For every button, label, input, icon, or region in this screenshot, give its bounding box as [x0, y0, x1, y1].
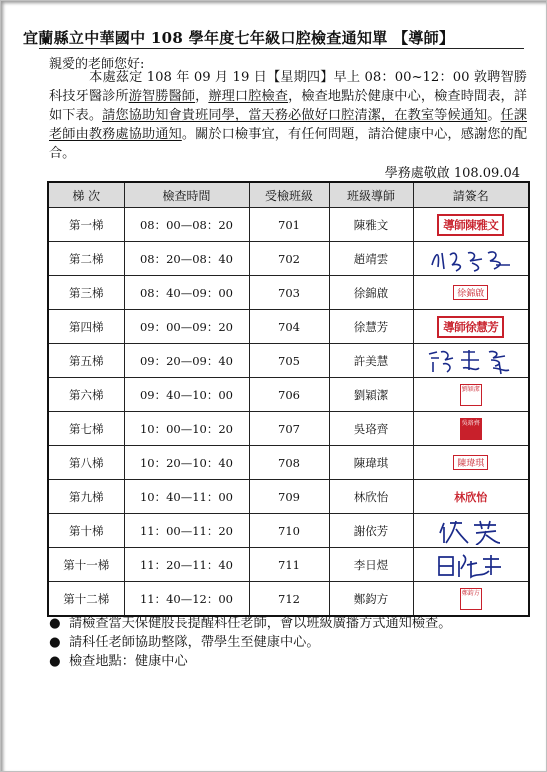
list-item [49, 652, 527, 671]
order-cell: 第二梯 [48, 242, 124, 276]
notice-body [49, 68, 527, 163]
signature-stamp: 林欣怡 [454, 490, 488, 504]
signature-stamp: 陳瑋琪 [453, 455, 488, 470]
list-item [49, 614, 527, 633]
handwritten-signature [433, 551, 509, 579]
time-cell: 08：40—09：00 [124, 276, 249, 310]
table-row [48, 514, 529, 548]
notice-text-2: ，檢查地點於健康中心，檢查時間表，詳如下表。 [49, 89, 528, 123]
handwritten-signature [426, 245, 516, 273]
order-cell: 第九梯 [48, 480, 124, 514]
teacher-cell: 林欣怡 [329, 480, 413, 514]
handwritten-signature [423, 346, 519, 376]
notice-period: 。 [487, 108, 501, 123]
signature-stamp: 吳珞齊 [460, 418, 482, 440]
order-cell: 第十梯 [48, 514, 124, 548]
table-row [48, 310, 529, 344]
signature-cell [413, 548, 529, 582]
signature-cell [413, 412, 529, 446]
notes-list [49, 614, 527, 671]
order-cell: 第十一梯 [48, 548, 124, 582]
signature-cell [413, 344, 529, 378]
bullet-icon: ● [49, 616, 61, 631]
teacher-cell: 鄭鈞方 [329, 582, 413, 617]
class-cell: 708 [249, 446, 329, 480]
teacher-cell: 吳珞齊 [329, 412, 413, 446]
order-cell: 第八梯 [48, 446, 124, 480]
time-cell: 11：40—12：00 [124, 582, 249, 617]
col-order: 梯 次 [48, 182, 124, 208]
class-cell: 711 [249, 548, 329, 582]
table-header-row [48, 182, 529, 208]
order-cell: 第三梯 [48, 276, 124, 310]
title-underline [39, 48, 524, 49]
signature-cell [413, 276, 529, 310]
signoff: 學務處敬啟 108.09.04 [384, 166, 520, 181]
signature-stamp: 劉穎潔 [460, 384, 482, 406]
handwritten-signature [436, 517, 506, 545]
order-cell: 第十二梯 [48, 582, 124, 617]
table-row [48, 378, 529, 412]
col-time: 檢查時間 [124, 182, 249, 208]
schedule-table [47, 181, 530, 617]
teacher-cell: 許美慧 [329, 344, 413, 378]
teacher-cell: 劉穎潔 [329, 378, 413, 412]
note-text: 請檢查當天保健股長提醒科任老師，會以班級廣播方式通知檢查。 [69, 616, 452, 631]
table-row [48, 582, 529, 617]
signature-stamp: 鄭鈞方 [460, 588, 482, 610]
notice-text-3: 。關於口檢事宜，有任何問題，請洽健康中心，感謝您的配合。 [49, 127, 528, 161]
order-cell: 第七梯 [48, 412, 124, 446]
table-row [48, 446, 529, 480]
signature-stamp: 導師徐慧芳 [437, 316, 504, 338]
table-row [48, 276, 529, 310]
order-cell: 第四梯 [48, 310, 124, 344]
order-cell: 第一梯 [48, 208, 124, 242]
col-teacher: 班級導師 [329, 182, 413, 208]
signature-cell [413, 582, 529, 617]
table-row [48, 548, 529, 582]
class-cell: 702 [249, 242, 329, 276]
time-cell: 08：20—08：40 [124, 242, 249, 276]
signature-cell [413, 208, 529, 242]
time-cell: 11：00—11：20 [124, 514, 249, 548]
table-row [48, 344, 529, 378]
time-cell: 09：00—09：20 [124, 310, 249, 344]
class-cell: 707 [249, 412, 329, 446]
list-item [49, 633, 527, 652]
time-cell: 10：20—10：40 [124, 446, 249, 480]
notice-text-1: 本處茲定 108 年 09 月 19 日【星期四】早上 08：00~12：00 敦聘智勝科技牙醫診所 [49, 70, 527, 104]
table-row [48, 480, 529, 514]
signature-cell [413, 480, 529, 514]
class-cell: 706 [249, 378, 329, 412]
teacher-cell: 陳瑋琪 [329, 446, 413, 480]
teacher-cell: 徐慧芳 [329, 310, 413, 344]
signature-stamp: 導師陳雅文 [437, 214, 504, 236]
teacher-cell: 李日煜 [329, 548, 413, 582]
bullet-icon: ● [49, 635, 61, 650]
subject-teacher-instruction: 任課老師由教務處協助通知 [49, 108, 528, 142]
class-cell: 710 [249, 514, 329, 548]
signature-cell [413, 446, 529, 480]
time-cell: 09：20—09：40 [124, 344, 249, 378]
class-cell: 709 [249, 480, 329, 514]
time-cell: 11：20—11：40 [124, 548, 249, 582]
order-cell: 第六梯 [48, 378, 124, 412]
table-row [48, 208, 529, 242]
teacher-cell: 徐錦啟 [329, 276, 413, 310]
teacher-cell: 趙靖雲 [329, 242, 413, 276]
time-cell: 08：00—08：20 [124, 208, 249, 242]
page-title: 宜蘭縣立中華國中 108 學年度七年級口腔檢查通知單 【導師】 [23, 29, 455, 47]
col-class: 受檢班級 [249, 182, 329, 208]
doctor-name: 游智勝醫師 [128, 89, 196, 104]
signature-cell [413, 242, 529, 276]
table-row [48, 242, 529, 276]
col-signature: 請簽名 [413, 182, 529, 208]
note-text: 請科任老師協助整隊，帶學生至健康中心。 [69, 635, 320, 650]
exam-label: 辦理口腔檢查 [208, 89, 289, 104]
note-text: 檢查地點：健康中心 [69, 654, 188, 669]
greeting: 親愛的老師您好: [49, 57, 145, 72]
class-cell: 703 [249, 276, 329, 310]
bullet-icon: ● [49, 654, 61, 669]
signature-cell [413, 378, 529, 412]
time-cell: 10：00—10：20 [124, 412, 249, 446]
table-row [48, 412, 529, 446]
signature-cell [413, 310, 529, 344]
teacher-cell: 謝依芳 [329, 514, 413, 548]
class-cell: 705 [249, 344, 329, 378]
class-cell: 701 [249, 208, 329, 242]
time-cell: 10：40—11：00 [124, 480, 249, 514]
signature-stamp: 徐錦啟 [453, 285, 488, 300]
order-cell: 第五梯 [48, 344, 124, 378]
signature-cell [413, 514, 529, 548]
class-instruction: 請您協助知會貴班同學，當天務必做好口腔清潔，在教室等候通知 [102, 108, 488, 123]
notice-comma: ， [195, 89, 209, 104]
time-cell: 09：40—10：00 [124, 378, 249, 412]
teacher-cell: 陳雅文 [329, 208, 413, 242]
class-cell: 704 [249, 310, 329, 344]
class-cell: 712 [249, 582, 329, 617]
